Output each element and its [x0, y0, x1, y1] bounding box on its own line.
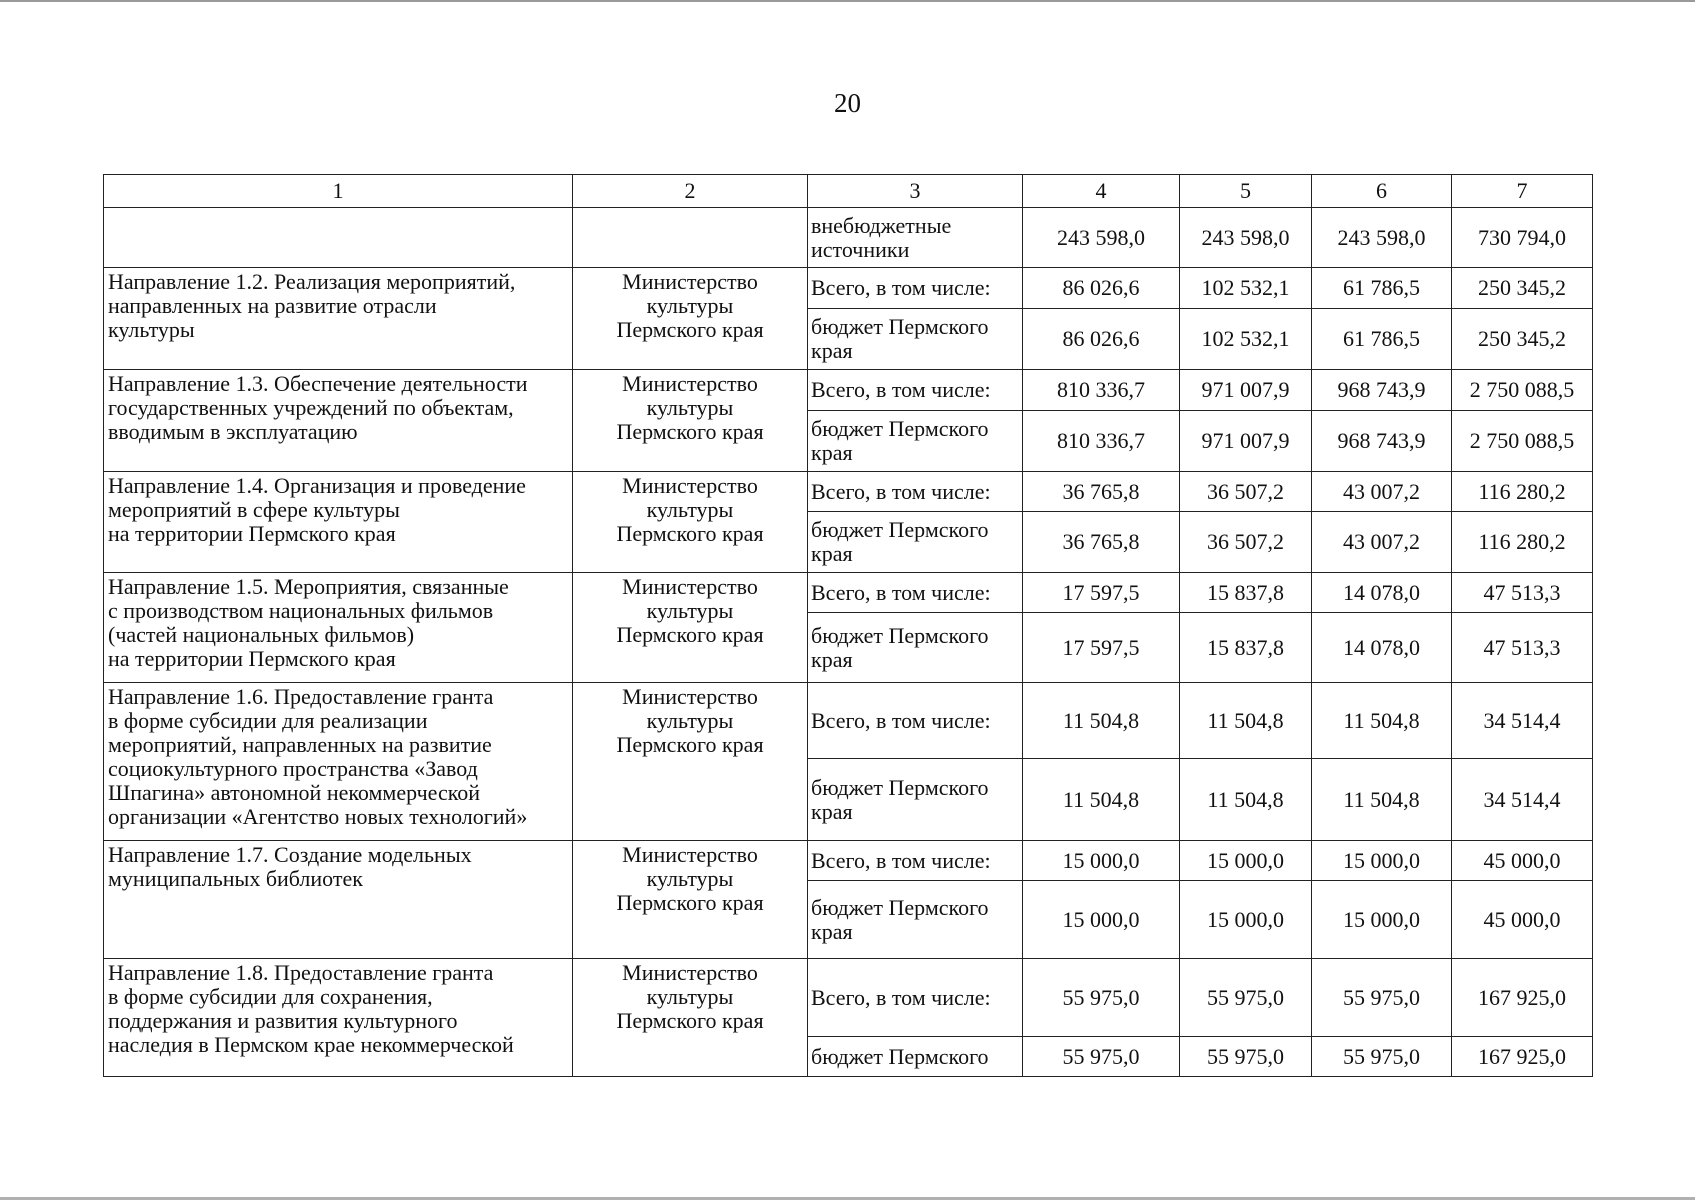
funding-source-cell: внебюджетные источники — [808, 208, 1023, 268]
value-cell: 45 000,0 — [1452, 881, 1593, 959]
value-cell: 17 597,5 — [1023, 573, 1180, 613]
table-row — [104, 472, 1593, 512]
direction-name-cell: Направление 1.3. Обеспечение деятельности государственных учреждений по объектам, вводимым в эксплуатацию — [104, 370, 573, 472]
value-cell: 102 532,1 — [1180, 268, 1312, 309]
value-cell: 34 514,4 — [1452, 683, 1593, 759]
value-cell: 102 532,1 — [1180, 309, 1312, 370]
value-cell: 55 975,0 — [1180, 959, 1312, 1037]
value-cell: 250 345,2 — [1452, 268, 1593, 309]
value-cell: 61 786,5 — [1312, 309, 1452, 370]
value-cell: 968 743,9 — [1312, 411, 1452, 472]
agency-cell: Министерство культуры Пермского края — [573, 841, 808, 959]
value-cell: 14 078,0 — [1312, 573, 1452, 613]
value-cell: 17 597,5 — [1023, 613, 1180, 683]
agency-cell: Министерство культуры Пермского края — [573, 683, 808, 841]
value-cell: 116 280,2 — [1452, 472, 1593, 512]
value-cell: 47 513,3 — [1452, 613, 1593, 683]
value-cell: 36 765,8 — [1023, 472, 1180, 512]
funding-source-cell: Всего, в том числе: — [808, 472, 1023, 512]
value-cell: 11 504,8 — [1312, 683, 1452, 759]
funding-source-cell: бюджет Пермского края — [808, 613, 1023, 683]
direction-name-cell: Направление 1.7. Создание модельных муниципальных библиотек — [104, 841, 573, 959]
value-cell: 34 514,4 — [1452, 759, 1593, 841]
value-cell: 86 026,6 — [1023, 268, 1180, 309]
value-cell: 55 975,0 — [1023, 1037, 1180, 1077]
funding-source-cell: Всего, в том числе: — [808, 841, 1023, 881]
direction-name-cell: Направление 1.8. Предоставление гранта в форме субсидии для сохранения, поддержания и развития культурного наследия в Пермском крае некоммерческой — [104, 959, 573, 1077]
funding-source-cell: бюджет Пермского края — [808, 411, 1023, 472]
direction-name-cell: Направление 1.5. Мероприятия, связанные с производством национальных фильмов (частей национальных фильмов) на территории Пермского края — [104, 573, 573, 683]
value-cell: 971 007,9 — [1180, 370, 1312, 411]
value-cell: 43 007,2 — [1312, 512, 1452, 573]
value-cell: 971 007,9 — [1180, 411, 1312, 472]
value-cell: 243 598,0 — [1180, 208, 1312, 268]
value-cell: 2 750 088,5 — [1452, 411, 1593, 472]
column-header: 6 — [1312, 175, 1452, 208]
value-cell: 11 504,8 — [1312, 759, 1452, 841]
value-cell: 2 750 088,5 — [1452, 370, 1593, 411]
value-cell: 250 345,2 — [1452, 309, 1593, 370]
value-cell: 11 504,8 — [1023, 683, 1180, 759]
funding-source-cell: бюджет Пермского края — [808, 309, 1023, 370]
value-cell: 15 000,0 — [1312, 841, 1452, 881]
direction-name-cell: Направление 1.4. Организация и проведение мероприятий в сфере культуры на территории Пермского края — [104, 472, 573, 573]
value-cell: 968 743,9 — [1312, 370, 1452, 411]
value-cell: 55 975,0 — [1312, 959, 1452, 1037]
funding-source-cell: Всего, в том числе: — [808, 959, 1023, 1037]
direction-name-cell — [104, 208, 573, 268]
value-cell: 810 336,7 — [1023, 370, 1180, 411]
value-cell: 14 078,0 — [1312, 613, 1452, 683]
value-cell: 61 786,5 — [1312, 268, 1452, 309]
table-header-row — [104, 175, 1593, 208]
value-cell: 11 504,8 — [1180, 759, 1312, 841]
value-cell: 11 504,8 — [1023, 759, 1180, 841]
column-header: 5 — [1180, 175, 1312, 208]
value-cell: 55 975,0 — [1180, 1037, 1312, 1077]
value-cell: 36 507,2 — [1180, 472, 1312, 512]
direction-name-cell: Направление 1.6. Предоставление гранта в форме субсидии для реализации мероприятий, направленных на развитие социокультурного пространства «Завод Шпагина» автономной некоммерческой организации «Агентство новых технологий» — [104, 683, 573, 841]
budget-table — [103, 174, 1593, 1077]
agency-cell: Министерство культуры Пермского края — [573, 573, 808, 683]
agency-cell: Министерство культуры Пермского края — [573, 472, 808, 573]
value-cell: 15 000,0 — [1023, 841, 1180, 881]
value-cell: 15 000,0 — [1312, 881, 1452, 959]
value-cell: 243 598,0 — [1023, 208, 1180, 268]
funding-source-cell: бюджет Пермского края — [808, 512, 1023, 573]
value-cell: 36 765,8 — [1023, 512, 1180, 573]
value-cell: 730 794,0 — [1452, 208, 1593, 268]
agency-cell — [573, 208, 808, 268]
direction-name-cell: Направление 1.2. Реализация мероприятий, направленных на развитие отрасли культуры — [104, 268, 573, 370]
scan-top-edge — [0, 0, 1695, 2]
page-number: 20 — [834, 88, 861, 118]
value-cell: 55 975,0 — [1023, 959, 1180, 1037]
value-cell: 15 000,0 — [1023, 881, 1180, 959]
table-row — [104, 370, 1593, 411]
funding-source-cell: Всего, в том числе: — [808, 573, 1023, 613]
table-row — [104, 208, 1593, 268]
value-cell: 167 925,0 — [1452, 1037, 1593, 1077]
column-header: 7 — [1452, 175, 1593, 208]
table-row — [104, 573, 1593, 613]
column-header: 1 — [104, 175, 573, 208]
table-row — [104, 268, 1593, 309]
agency-cell: Министерство культуры Пермского края — [573, 268, 808, 370]
value-cell: 167 925,0 — [1452, 959, 1593, 1037]
funding-source-cell: Всего, в том числе: — [808, 268, 1023, 309]
agency-cell: Министерство культуры Пермского края — [573, 959, 808, 1077]
value-cell: 15 000,0 — [1180, 841, 1312, 881]
agency-cell: Министерство культуры Пермского края — [573, 370, 808, 472]
value-cell: 47 513,3 — [1452, 573, 1593, 613]
funding-source-cell: бюджет Пермского края — [808, 881, 1023, 959]
value-cell: 45 000,0 — [1452, 841, 1593, 881]
value-cell: 55 975,0 — [1312, 1037, 1452, 1077]
table-row — [104, 841, 1593, 881]
value-cell: 15 837,8 — [1180, 613, 1312, 683]
funding-source-cell: Всего, в том числе: — [808, 683, 1023, 759]
funding-source-cell: бюджет Пермского края — [808, 759, 1023, 841]
column-header: 4 — [1023, 175, 1180, 208]
value-cell: 11 504,8 — [1180, 683, 1312, 759]
value-cell: 15 000,0 — [1180, 881, 1312, 959]
value-cell: 36 507,2 — [1180, 512, 1312, 573]
funding-source-cell: Всего, в том числе: — [808, 370, 1023, 411]
value-cell: 243 598,0 — [1312, 208, 1452, 268]
value-cell: 43 007,2 — [1312, 472, 1452, 512]
value-cell: 116 280,2 — [1452, 512, 1593, 573]
funding-source-cell: бюджет Пермского — [808, 1037, 1023, 1077]
column-header: 2 — [573, 175, 808, 208]
table-row — [104, 683, 1593, 759]
value-cell: 86 026,6 — [1023, 309, 1180, 370]
value-cell: 810 336,7 — [1023, 411, 1180, 472]
column-header: 3 — [808, 175, 1023, 208]
table-row — [104, 959, 1593, 1037]
value-cell: 15 837,8 — [1180, 573, 1312, 613]
